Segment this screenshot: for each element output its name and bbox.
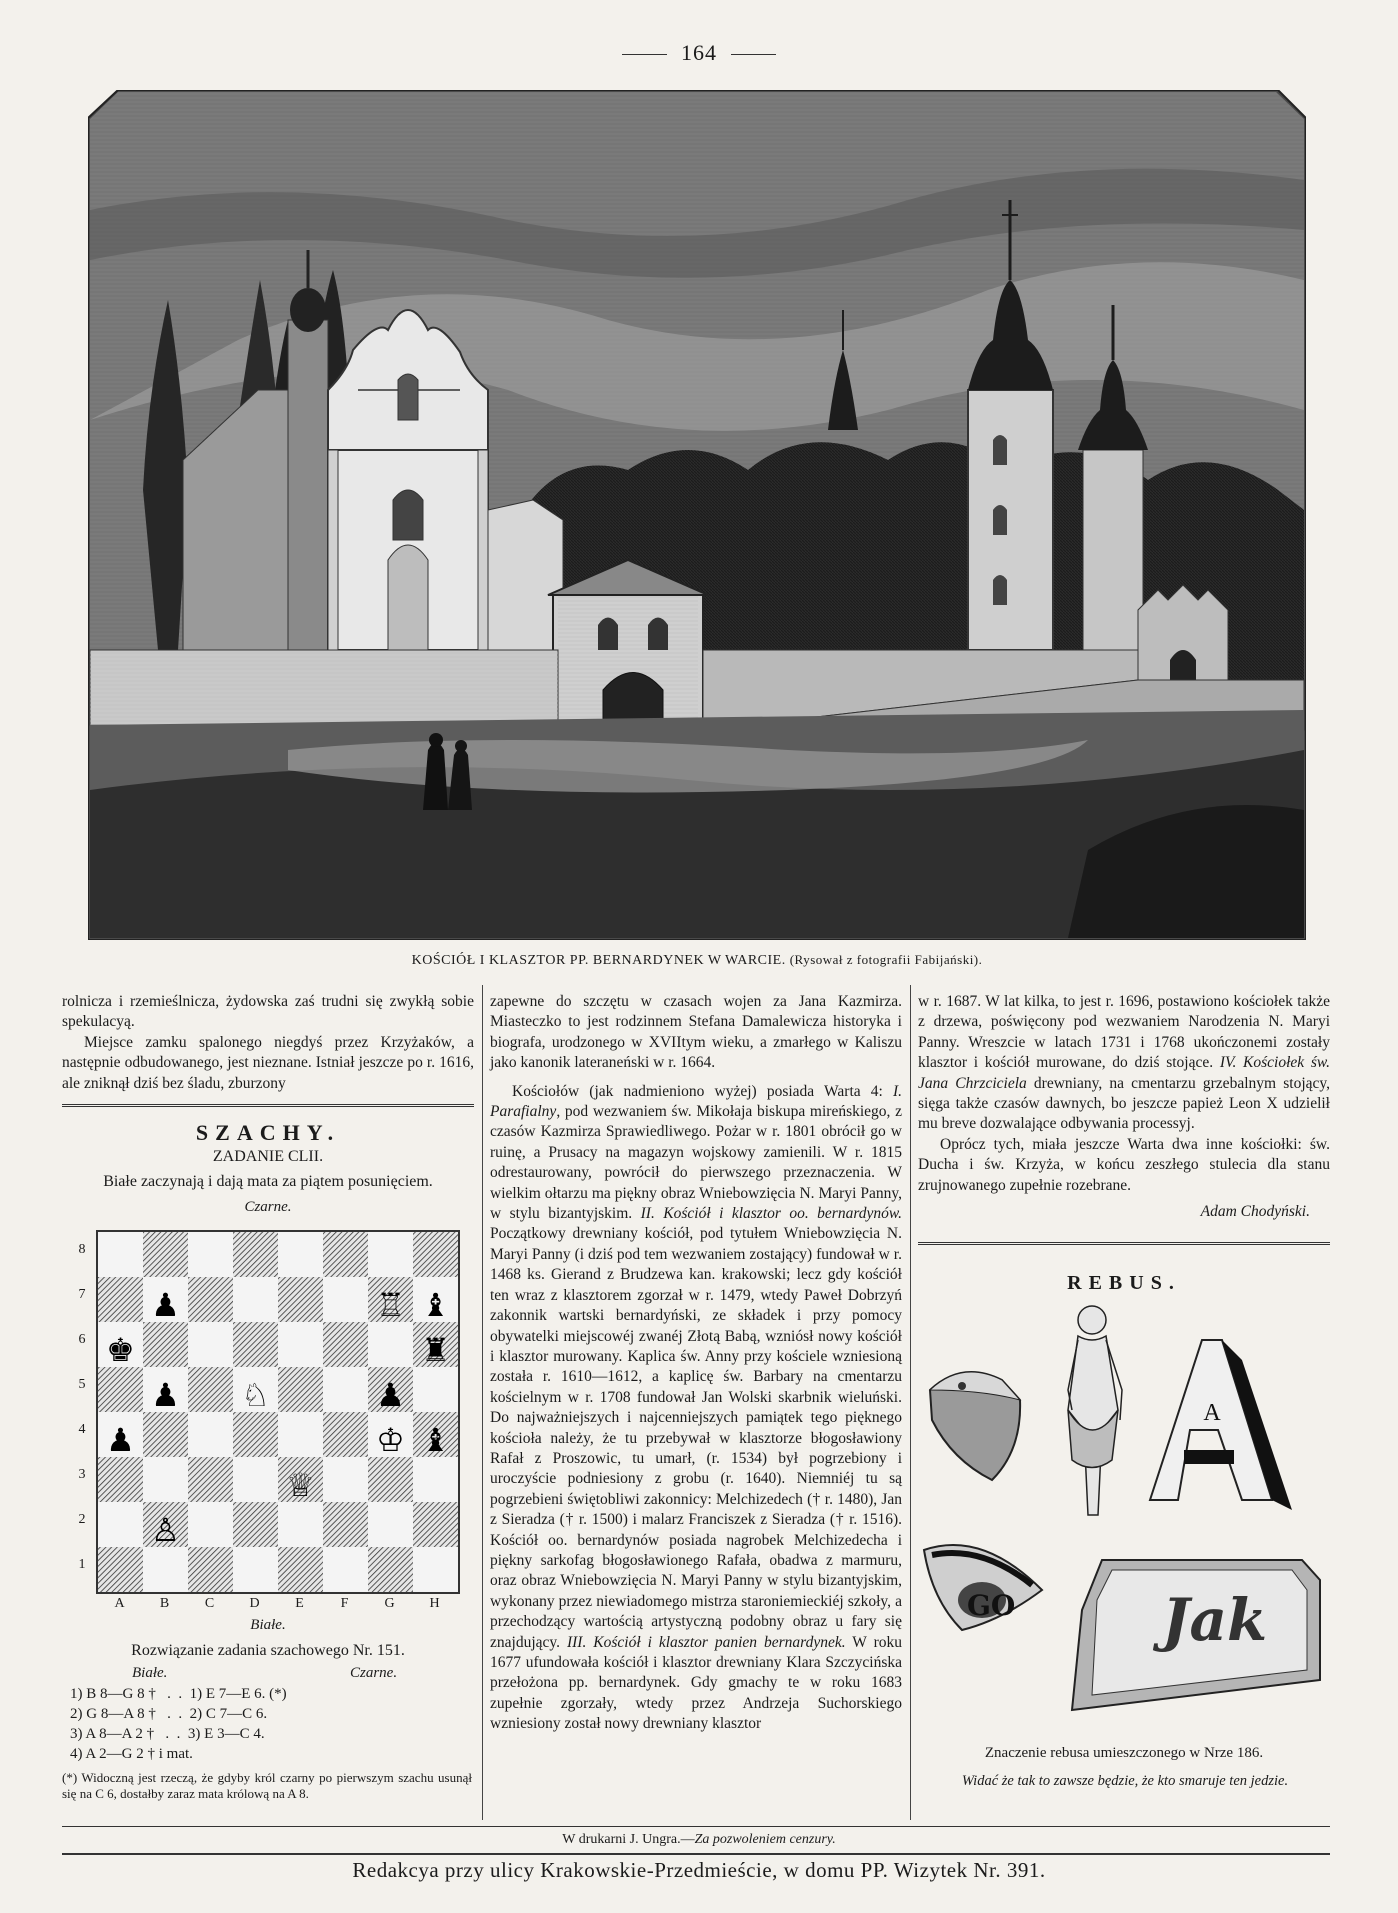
printer-line: W drukarni J. Ungra.—Za pozwoleniem cenzury. [562,1832,836,1847]
heading-bernardynow: II. Kościół i klasztor oo. bernardynów. [640,1205,902,1223]
col1-paragraph-1: rolnicza i rzemieślnicza, żydowska zaś trudni się zwykłą sobie spekulacyą. [62,993,474,1031]
rebus-top-rule [918,1242,1330,1245]
rank-label: 6 [78,1332,86,1347]
dark-square [188,1367,233,1412]
piece-black-pawn-a4: ♟ [106,1421,135,1459]
dark-square [413,1502,458,1547]
rank-label: 8 [78,1242,86,1257]
dark-square [323,1502,368,1547]
solution-line: 2) G 8—A 8 † . . 2) C 7—C 6. [70,1706,268,1722]
dark-square [233,1412,278,1457]
rebus-eye-image [924,1545,1042,1630]
col2-paragraph-1: zapewne do szczętu w czasach wojen za Jana Kazmirza. Miasteczko to jest rodzinnem Stefana Damalewicza historyka i biografa, urodzonego w XVIItym wieku, a zmarłego w Kaliszu jako kanonik lateraneński w r. 1664. [490,993,902,1072]
dark-square [278,1547,323,1592]
dark-square [98,1367,143,1412]
dark-square [233,1322,278,1367]
dark-square [368,1457,413,1502]
file-label: D [249,1596,260,1611]
piece-black-pawn-g5: ♟ [376,1376,405,1414]
piece-white-rook-g7: ♖ [376,1286,405,1324]
solution-note: (*) Widoczną jest rzeczą, że gdyby król czarny po pierwszym szachu usunął się na C 6, dostałby zaraz mata królową na A 8. [62,1770,472,1801]
dark-square [98,1457,143,1502]
chess-instruction: Białe zaczynają i dają mata za piątem posunięciem. [103,1173,433,1190]
piece-white-queen-e3: ♕ [286,1466,315,1504]
piece-black-pawn-b7: ♟ [151,1286,180,1324]
dark-square [188,1547,233,1592]
solution-line: 1) B 8—G 8 † . . 1) E 7—E 6. (*) [70,1686,287,1702]
rebus-title: REBUS. [1067,1272,1181,1294]
engraving-church-monastery [88,90,1306,940]
file-label: A [114,1596,125,1611]
editorial-address: Redakcya przy ulicy Krakowskie-Przedmieście, w domu PP. Wizytek Nr. 391. [352,1858,1046,1882]
rank-label: 2 [78,1512,86,1527]
caption-title: KOŚCIÓŁ I KLASZTOR PP. BERNARDYNEK W WARCIE. [411,953,786,968]
rebus-letter-text: A [1203,1400,1221,1426]
file-label: E [295,1596,304,1611]
rank-label: 1 [78,1557,86,1572]
column-3 [918,992,1330,1222]
page-number: 164 [0,40,1398,66]
chess-title: SZACHY. [195,1120,341,1145]
dark-square [413,1232,458,1277]
solution-black-heading: Czarne. [350,1665,398,1681]
rank-label: 3 [78,1467,86,1482]
solution-line: 4) A 2—G 2 † i mat. [70,1746,193,1762]
file-label: B [159,1596,170,1611]
chess-problem-number: ZADANIE CLII. [212,1148,324,1165]
dark-square [98,1277,143,1322]
dark-square [278,1277,323,1322]
file-label: C [204,1596,215,1611]
article-author: Adam Chodyński. [1200,1203,1310,1221]
dark-square [323,1412,368,1457]
column-rule-right [910,985,911,1820]
solution-title: Rozwiązanie zadania szachowego Nr. 151. [131,1642,405,1659]
heading-parafialny: I. Parafialny [490,1082,902,1121]
piece-white-king-g4: ♔ [376,1421,405,1459]
rebus-figure-image [1068,1306,1122,1515]
chess-white-label: Białe. [250,1617,286,1633]
piece-black-king-a6: ♚ [106,1331,135,1369]
rebus-picture [922,1300,1322,1730]
piece-black-bishop-h4: ♝ [421,1421,450,1459]
file-label: H [429,1596,440,1611]
rebus-meaning: Znaczenie rebusa umieszczonego w Nrze 186. [984,1745,1264,1761]
solution-white-heading: Białe. [132,1665,168,1681]
heading-bernardynek: III. Kościół i klasztor panien bernardynek. [566,1633,846,1651]
file-label: G [384,1596,395,1611]
rebus-shield-image [930,1372,1020,1480]
dark-square [323,1322,368,1367]
solution-line: 3) A 8—A 2 † . . 3) E 3—C 4. [70,1726,265,1742]
chess-top-rule [62,1104,474,1107]
dark-square [233,1502,278,1547]
column-rule-left [482,985,483,1820]
dark-square [188,1277,233,1322]
piece-black-bishop-h7: ♝ [421,1286,450,1324]
col3-paragraph-2: Oprócz tych, miała jeszcze Warta dwa inne kościołki: św. Ducha i św. Krzyża, w końcu zeszłego stulecia dla stanu zrujnowanego zupełnie rozebrane. [918,1135,1330,1194]
rank-label: 4 [78,1422,86,1437]
rebus-answer: Widać że tak to zawsze będzie, że kto smaruje ten jedzie. [961,1773,1289,1789]
dark-square [368,1547,413,1592]
piece-black-pawn-b5: ♟ [151,1376,180,1414]
dark-square [278,1367,323,1412]
piece-white-pawn-b2: ♙ [151,1511,180,1549]
col2-paragraph-2: Kościołów (jak nadmieniono wyżej) posiada Warta 4: I. Parafialny, pod wezwaniem św. Mikołaja biskupa mireńskiego, z czasów Kazmirza Sprawiedliwego. Pożar w r. 1801 obrócił go w ruinę, a Prusacy na magazyn wojskowy zamienili. W r. 1815 odrestaurowany, powrócił do pierwszego przeznaczenia. W wielkim ołtarzu ma piękny obraz Wniebowzięcia N. Maryi Panny, w stylu bizantyjskim. II. Kościół i klasztor oo. bernardynów. Początkowy drewniany kościół, pod tytułem Wniebowzięcia N. Maryi Panny (i dziś pod tem wezwaniem zostający) fundował w r. 1468 ks. Gierand z Brudzewa kan. krakowski; lecz gdy kościół ten wraz z klasztorem zgorzał w r. 1479, wtedy Paweł Dobrzyń zakonnik wartski bernardyński, ze składek i przy pomocy obywatelki miejscowéj zwanéj Złotą Babą, wzniósł nowy kościół i klasztor murowany. Kaplica św. Anny przy kościele wzniesioną została r. 1610—1612, a kaplicę św. Barbary na cmentarzu kościelnym w r. 1708 fundował Jan Wolski skarbnik wieluński. Do najważniejszych i najcenniejszych pamiątek tego pięknego kościoła należy, że tu przebywał w klasztorze błogosławiony Rafał z Proszowic, tu umarł, (r. 1534) był pogrzebiony i uroczyście podniesiony z grobu (r. 1640). Niemniéj tu są pogrzebieni świętobliwi zakonnicy: Melchizedech († r. 1480), Jan z Sieradza († r. 1500) i malarz Franciszek z Sieradza († r. 1516). Kościół oo. bernardynów posiada nagrobek Melchizedecha i piękny sarkofag błogosławionego Rafała, obadwa z marmuru, oraz obraz Wniebowzięcia N. Maryi Panny w stylu bizantyjskim, wykonany przez niewiadomego mistrza staroniemieckiéj szkoły, a przechodzący wartością artystyczną podobny obraz u fary się znajdujący. III. Kościół i klasztor panien bernardynek. W roku 1677 ufundowała kościół i klasztor drewniany Klara Szczycińska przełożona pp. bernardynek. Gdy gmachy te w roku 1683 zupełnie zgorzały, wtedy przez Andrzeja Suchorskiego wzniesiony został nowy drewniany klasztor [490,1082,903,1733]
dark-square [143,1322,188,1367]
chess-board [96,1230,460,1594]
rebus-word-jak: Jak [1162,1586,1268,1654]
file-label: F [340,1596,349,1611]
dark-square [143,1232,188,1277]
dark-square [143,1412,188,1457]
dark-square [323,1232,368,1277]
rebus-letter-image [1150,1340,1292,1510]
heading-jana-chrzciciela: IV. Kościołek św. Jana Chrzciciela [918,1054,1330,1092]
rebus-plaque-image [1072,1560,1320,1710]
engraving-caption [88,952,1306,969]
chess-black-label: Czarne. [244,1199,292,1215]
dark-square [188,1457,233,1502]
caption-credit: (Rysował z fotografii Fabijański). [789,952,983,967]
column-2 [490,992,902,1735]
column-1 [62,992,474,1094]
col1-paragraph-2: Miejsce zamku spalonego niegdyś przez Krzyżaków, a następnie odbudowanego, jest nieznane. Istniał jeszcze po r. 1616, ale zniknął dziś bez śladu, zburzony [62,1033,474,1092]
footer-rule-mid [62,1853,1330,1855]
rank-label: 7 [78,1287,86,1302]
dark-square [98,1547,143,1592]
dark-square [233,1232,278,1277]
piece-black-rook-h6: ♜ [421,1331,450,1369]
col3-paragraph-1: w r. 1687. W lat kilka, to jest r. 1696, postawiono kościołek także z drzewa, poświęcony pod wezwaniem Narodzenia N. Maryi Panny. Wreszcie w latach 1731 i 1768 ukończonemi zostały klasztor i kościół murowane, do dziś stojące. IV. Kościołek św. Jana Chrzciciela drewniany, na cmentarzu grzebalnym stojący, sięga także czasów dawnych, bo jeszcze papież Leon X udzielił mu breve dozwalające odbywania processyj. [918,993,1330,1133]
piece-white-knight-d5: ♘ [241,1376,270,1414]
rank-label: 5 [78,1377,86,1392]
footer-rule-top [62,1826,1330,1827]
rebus-word-go: GO [967,1589,1016,1622]
